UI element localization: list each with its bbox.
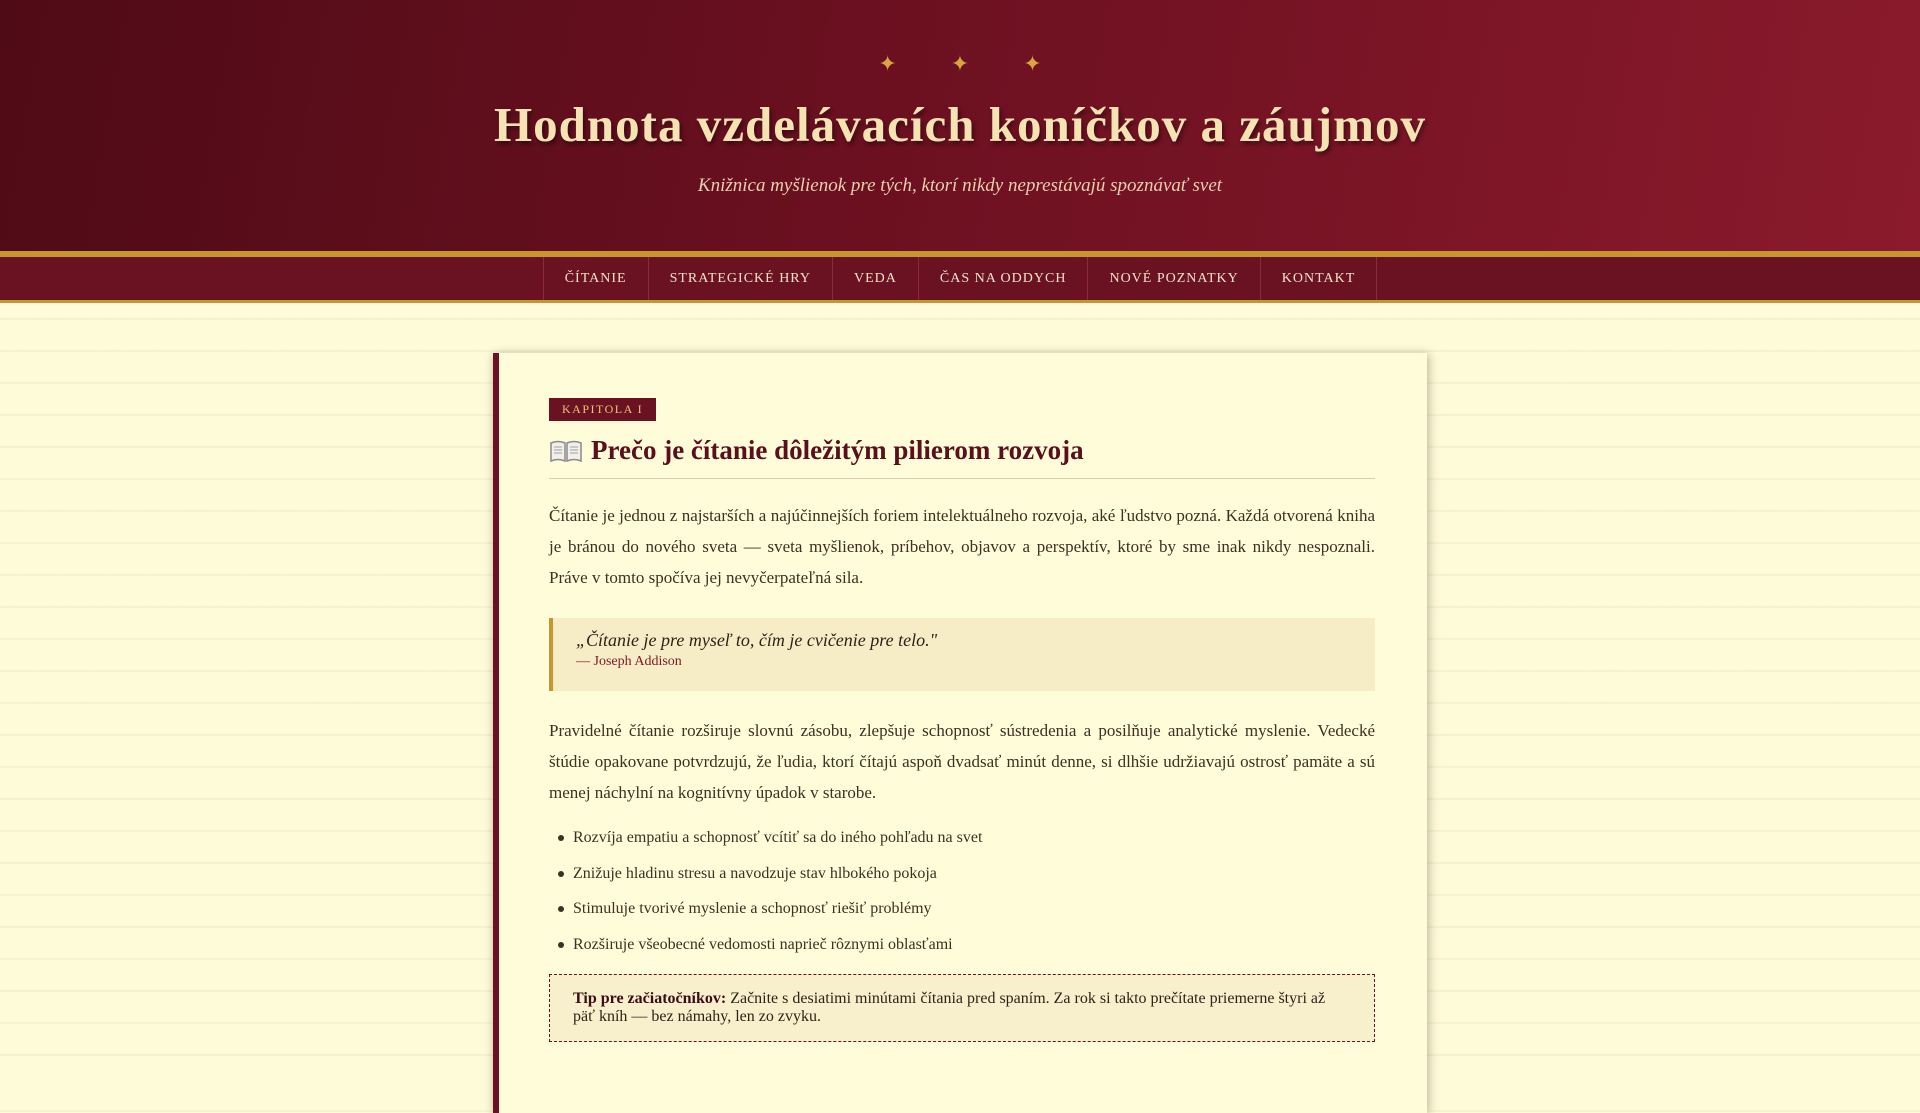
quote-text: „Čítanie je pre myseľ to, čím je cvičenie pre telo." [576, 630, 938, 650]
star-icon: ✦ [1023, 52, 1042, 77]
list-item: Stimuluje tvorivé myslenie a schopnosť riešiť problémy [573, 891, 1375, 927]
site-subtitle: Knižnica myšlienok pre tých, ktorí nikdy neprestávajú spoznávať svet [697, 175, 1223, 196]
chapter-badge: KAPITOLA I [549, 398, 656, 421]
nav-item-kontakt[interactable]: KONTAKT [1261, 257, 1378, 300]
star-icon: ✦ [950, 52, 970, 77]
quote-author: — Joseph Addison [576, 654, 682, 669]
main-navigation [0, 251, 1920, 303]
quote-block [549, 618, 1375, 691]
article-title [549, 435, 1375, 479]
nav-item-cas-na-oddych[interactable]: ČAS NA ODDYCH [919, 257, 1089, 300]
star-icon: ✦ [878, 52, 897, 77]
article-title-text: Prečo je čítanie dôležitým pilierom rozvoja [591, 435, 1084, 465]
site-header [0, 0, 1920, 251]
site-title: Hodnota vzdelávacích koníčkov a záujmov [494, 97, 1426, 152]
nav-item-nove-poznatky[interactable]: NOVÉ POZNATKY [1088, 257, 1260, 300]
nav-item-strategicke-hry[interactable]: STRATEGICKÉ HRY [649, 257, 833, 300]
article-card [493, 353, 1427, 1113]
book-icon [549, 438, 583, 464]
tip-label: Tip pre začiatočníkov: [573, 990, 727, 1007]
intro-paragraph: Čítanie je jednou z najstarších a najúčinnejších foriem intelektuálneho rozvoja, aké ľudstvo pozná. Každá otvorená kniha je bránou do nového sveta — sveta myšlienok, príbehov, objavov a perspektív, ktoré by sme inak nikdy nespoznali. Práve v tomto spočíva jej nevyčerpateľná sila. [549, 506, 1375, 587]
benefits-list [549, 820, 1375, 962]
tip-box [549, 974, 1375, 1042]
tip-text: Začnite s desiatimi minútami čítania pred spaním. Za rok si takto prečítate priemerne štyri až päť kníh — bez námahy, len zo zvyku. [573, 990, 1326, 1025]
list-item: Rozvíja empatiu a schopnosť vcítiť sa do iného pohľadu na svet [573, 820, 1375, 856]
nav-item-veda[interactable]: VEDA [833, 257, 919, 300]
list-item: Rozširuje všeobecné vedomosti naprieč rôznymi oblasťami [573, 927, 1375, 963]
nav-menu [543, 257, 1378, 300]
list-item: Znižuje hladinu stresu a navodzuje stav hlbokého pokoja [573, 856, 1375, 892]
decorative-stars [0, 52, 1920, 77]
body-paragraph: Pravidelné čítanie rozširuje slovnú zásobu, zlepšuje schopnosť sústredenia a posilňuje analytické myslenie. Vedecké štúdie opakovane potvrdzujú, že ľudia, ktorí čítajú aspoň dvadsať minút denne, si dlhšie udržiavajú ostrosť pamäte a sú menej náchylní na kognitívny úpadok v starobe. [549, 721, 1375, 802]
nav-item-citanie[interactable]: ČÍTANIE [544, 257, 649, 300]
